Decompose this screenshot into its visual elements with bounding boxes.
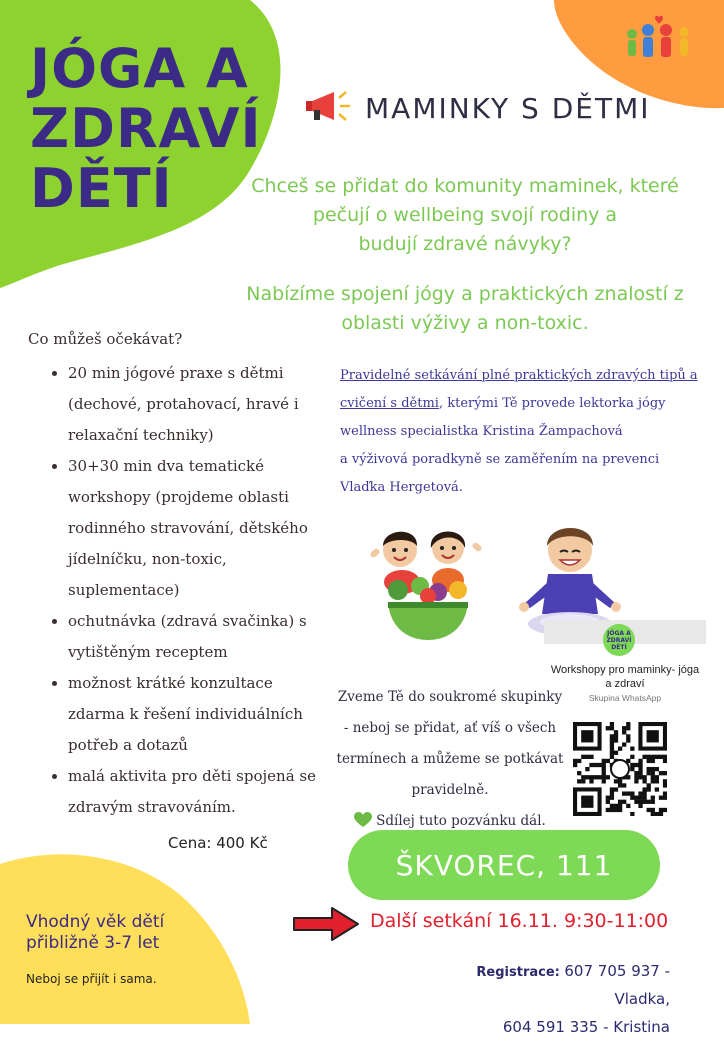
- next-meeting: Další setkání 16.11. 9:30-11:00: [370, 910, 669, 932]
- description-underlined: Pravidelné setkávání plné praktických zdravých tipů a cvičení s dětmi: [340, 368, 698, 411]
- whatsapp-group-avatar: [603, 624, 635, 656]
- intro-offer-line-1: Nabízíme spojení jógy a praktických znalostí z: [246, 283, 684, 305]
- title-line-1: JÓGA A: [30, 37, 249, 100]
- heading-maminky-s-detmi: MAMINKY S DĚTMI: [365, 92, 651, 125]
- intro-question-line-1: Chceš se přidat do komunity maminek, které: [251, 175, 679, 197]
- family-icon: [622, 14, 702, 64]
- age-recommendation: [26, 912, 164, 954]
- badge-line-3: DĚTÍ: [611, 644, 627, 651]
- invite-line-3: termínech a můžeme se potkávat: [336, 751, 564, 767]
- invite-line-1: Zveme Tě do soukromé skupinky: [337, 689, 563, 705]
- registration: [420, 958, 670, 1042]
- registration-label: Registrace:: [476, 965, 560, 980]
- green-heart-icon: [354, 812, 372, 828]
- whatsapp-title-line-2: a zdraví: [605, 678, 645, 690]
- description-line-4: Vlaďka Hergetová.: [340, 480, 463, 495]
- badge-line-2: ZDRAVÍ: [606, 637, 632, 644]
- whatsapp-group-subtitle: Skupina WhatsApp: [588, 693, 662, 703]
- expect-heading: Co můžeš očekávat?: [28, 330, 183, 348]
- share-text: Sdílej tuto pozvánku dál.: [376, 813, 546, 829]
- invite-line-4: pravidelně.: [411, 782, 489, 798]
- intro-offer-line-2: oblasti výživy a non-toxic.: [341, 312, 589, 334]
- kids-vegetable-bowl-illustration: [368, 520, 488, 645]
- registration-line-2: 604 591 335 - Kristina: [502, 1018, 670, 1036]
- qr-code-icon[interactable]: [573, 722, 667, 816]
- megaphone-icon: [306, 88, 356, 124]
- whatsapp-title-line-1: Workshopy pro maminky- jóga: [550, 664, 700, 676]
- badge-line-1: JÓGA A: [607, 630, 631, 637]
- list-item: • 30+30 min dva tematické workshopy (projdeme oblasti rodinného stravování, dětského jídelníčku, non-toxic, suplementace): [68, 451, 318, 606]
- price: Cena: 400 Kč: [168, 834, 268, 852]
- title-line-3: DĚTÍ: [30, 157, 173, 220]
- description-paragraph: [340, 362, 700, 502]
- intro-question: [210, 172, 720, 259]
- registration-line-1: 607 705 937 - Vladka,: [564, 962, 670, 1008]
- description-line-1-rest: , kterými Tě provede lektorka jógy: [438, 396, 666, 411]
- description-line-2: wellness specialistka Kristina Žampachová: [340, 424, 623, 439]
- address-pill: ŠKVOREC, 111: [348, 830, 660, 900]
- age-line-2: přibližně 3-7 let: [26, 933, 160, 953]
- red-arrow-icon: [292, 905, 360, 943]
- expect-section: [28, 330, 318, 823]
- invite-text: [330, 682, 570, 837]
- list-item: • malá aktivita pro děti spojená se zdravým stravováním.: [68, 761, 318, 823]
- intro-question-line-3: budují zdravé návyky?: [358, 233, 572, 255]
- invite-line-2: - neboj se přidat, ať víš o všech: [343, 720, 557, 736]
- expect-list: [28, 358, 318, 823]
- list-item: • 20 min jógové praxe s dětmi (dechové, protahovací, hravé i relaxační techniky): [68, 358, 318, 451]
- age-line-1: Vhodný věk dětí: [26, 912, 165, 932]
- title-line-2: ZDRAVÍ: [30, 97, 262, 160]
- description-line-3: a výživová poradkyně se zaměřením na prevenci: [340, 452, 660, 467]
- intro-question-line-2: pečují o wellbeing svojí rodiny a: [312, 204, 618, 226]
- list-item: • ochutnávka (zdravá svačinka) s vytištěným receptem: [68, 606, 318, 668]
- come-alone-note: Neboj se přijít i sama.: [26, 972, 157, 986]
- list-item: • možnost krátké konzultace zdarma k řešení individuálních potřeb a dotazů: [68, 668, 318, 761]
